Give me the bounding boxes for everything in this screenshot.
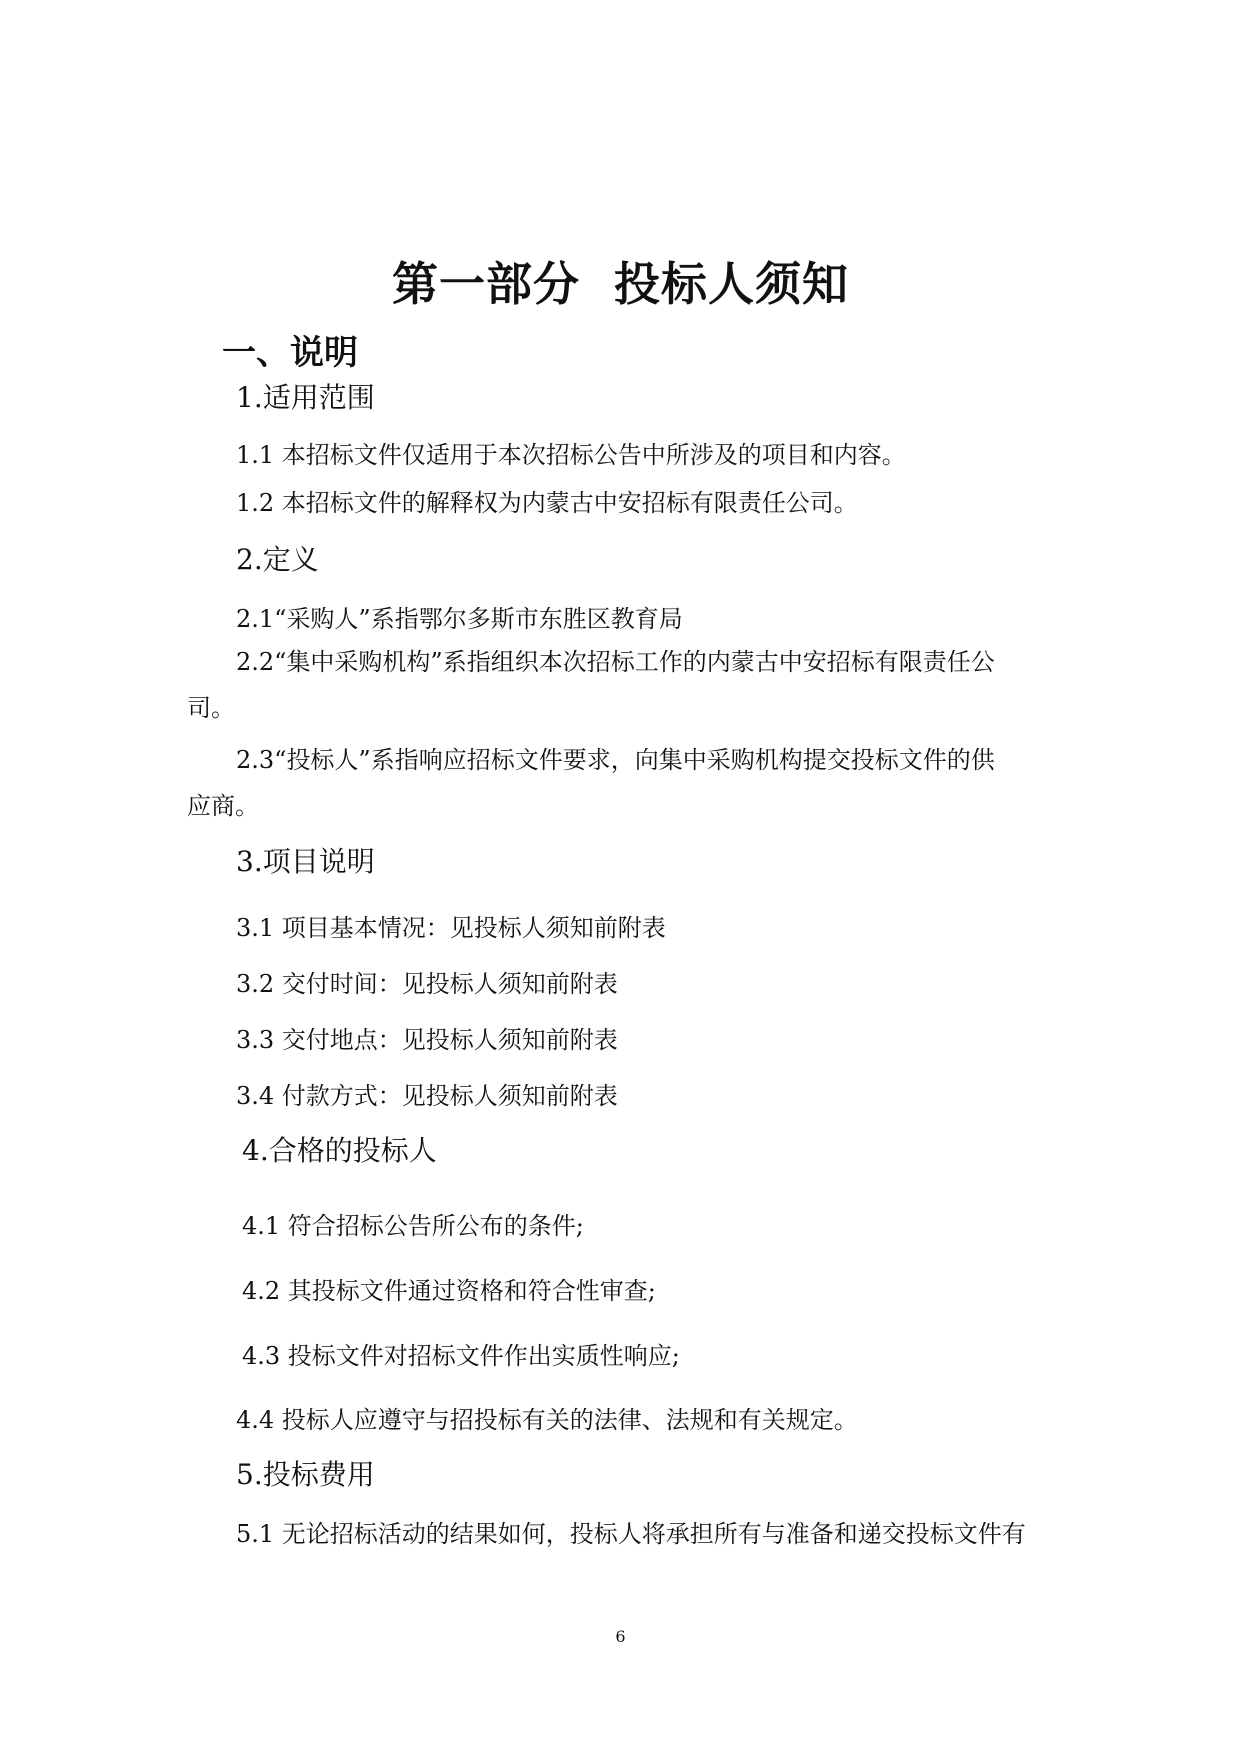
section-3-1: 3.1 项目基本情况：见投标人须知前附表 [236,914,666,942]
section-3-2: 3.2 交付时间：见投标人须知前附表 [236,970,618,998]
section-1-2: 1.2 本招标文件的解释权为内蒙古中安招标有限责任公司。 [236,489,858,517]
page-number: 6 [615,1627,626,1646]
section-2-1: 2.1“采购人”系指鄂尔多斯市东胜区教育局 [236,605,683,633]
section-2-3-line1: 2.3“投标人”系指响应招标文件要求，向集中采购机构提交投标文件的供 [236,746,995,774]
section-4-1: 4.1 符合招标公告所公布的条件; [242,1212,584,1240]
section-5-1: 5.1 无论招标活动的结果如何，投标人将承担所有与准备和递交投标文件有 [236,1520,1026,1548]
section-1-title: 1.适用范围 [236,381,375,414]
section-2-2-line1: 2.2“集中采购机构”系指组织本次招标工作的内蒙古中安招标有限责任公 [236,648,995,676]
section-4-title: 4.合格的投标人 [242,1134,437,1167]
section-heading: 一、说明 [222,333,358,373]
section-2-3-line2: 应商。 [187,792,259,820]
section-3-4: 3.4 付款方式：见投标人须知前附表 [236,1082,618,1110]
section-1-1: 1.1 本招标文件仅适用于本次招标公告中所涉及的项目和内容。 [236,441,906,469]
section-4-4: 4.4 投标人应遵守与招投标有关的法律、法规和有关规定。 [236,1406,858,1434]
section-4-2: 4.2 其投标文件通过资格和符合性审查; [242,1277,656,1305]
section-3-3: 3.3 交付地点：见投标人须知前附表 [236,1026,618,1054]
section-2-2-line2: 司。 [187,694,235,722]
section-3-title: 3.项目说明 [236,845,375,878]
section-2-title: 2.定义 [236,543,319,576]
part-title: 第一部分 投标人须知 [391,257,850,311]
section-5-title: 5.投标费用 [236,1458,375,1491]
section-4-3: 4.3 投标文件对招标文件作出实质性响应; [242,1342,680,1370]
